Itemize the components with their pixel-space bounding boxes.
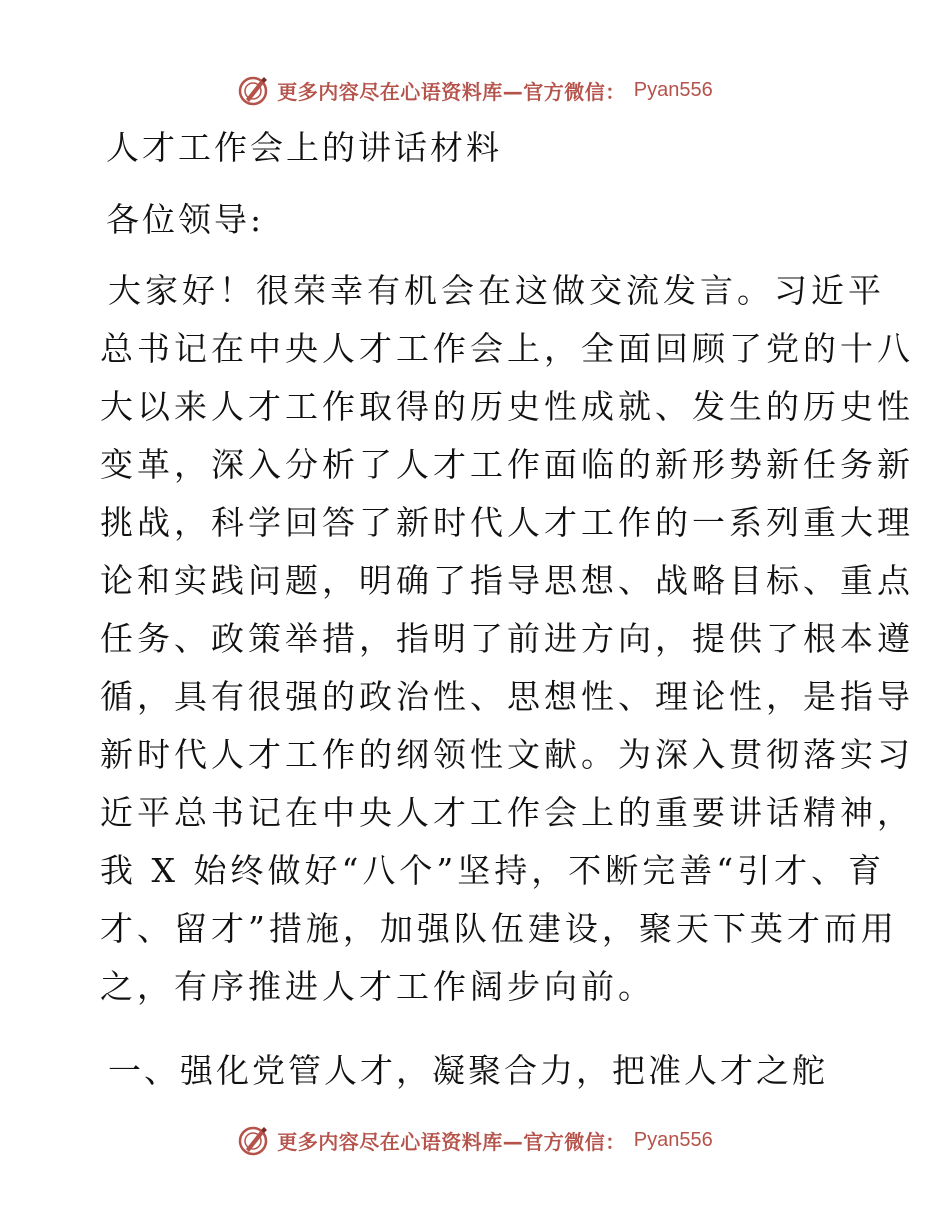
body-line: 之，有序推进人才工作阔步向前。 <box>100 967 655 1006</box>
body-line: 循，具有很强的政治性、思想性、理论性，是指导 <box>100 677 914 716</box>
watermark-wechat-id: Pyan556 <box>633 78 713 101</box>
body-line: 总书记在中央人才工作会上，全面回顾了党的十八 <box>100 329 914 368</box>
body-line: 任务、政策举措，指明了前进方向，提供了根本遵 <box>100 619 914 658</box>
body-line: 大家好！很荣幸有机会在这做交流发言。习近平 <box>108 271 885 310</box>
watermark-text: 更多内容尽在心语资料库—官方微信： <box>277 1129 626 1154</box>
body-line: 挑战，科学回答了新时代人才工作的一系列重大理 <box>100 503 914 542</box>
header-watermark <box>0 70 950 110</box>
body-line: 新时代人才工作的纲领性文献。为深入贯彻落实习 <box>100 735 914 774</box>
body-line: 近平总书记在中央人才工作会上的重要讲话精神， <box>100 793 914 832</box>
body-line: 变革，深入分析了人才工作面临的新形势新任务新 <box>100 445 914 484</box>
pen-logo-icon <box>237 74 269 106</box>
salutation: 各位领导: <box>106 200 265 239</box>
section-heading: 一、强化党管人才，凝聚合力，把准人才之舵 <box>108 1051 828 1090</box>
body-line: 我 X 始终做好“八个”坚持，不断完善“引才、育 <box>100 851 886 890</box>
watermark-text: 更多内容尽在心语资料库—官方微信： <box>277 79 626 104</box>
watermark-wechat-id: Pyan556 <box>633 1128 713 1151</box>
body-line: 才、留才”措施，加强队伍建设，聚天下英才而用 <box>100 909 898 948</box>
document-title: 人才工作会上的讲话材料 <box>106 128 502 167</box>
footer-watermark <box>0 1120 950 1160</box>
body-paragraph <box>100 262 914 1016</box>
pen-logo-icon <box>237 1124 269 1156</box>
body-line: 论和实践问题，明确了指导思想、战略目标、重点 <box>100 561 914 600</box>
body-line: 大以来人才工作取得的历史性成就、发生的历史性 <box>100 387 914 426</box>
